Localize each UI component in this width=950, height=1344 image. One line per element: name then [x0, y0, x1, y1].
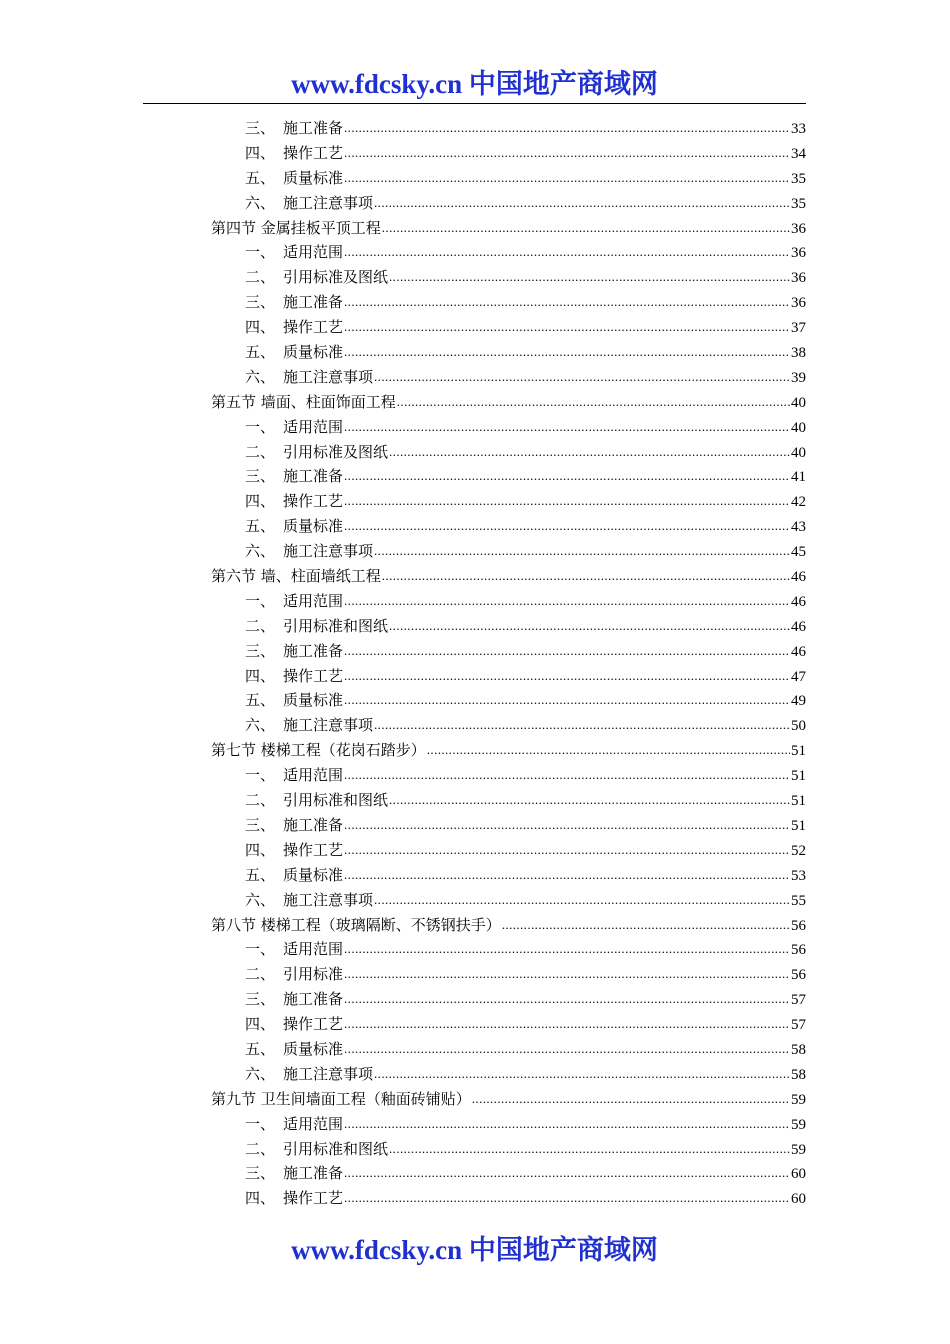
toc-page-number: 34	[791, 145, 806, 162]
toc-page-number: 35	[791, 170, 806, 187]
toc-entry-number: 六、	[245, 193, 276, 212]
toc-page-number: 43	[791, 519, 806, 536]
toc-entry-title: 操作工艺	[283, 1015, 344, 1034]
toc-entry-title: 适用范围	[283, 766, 344, 785]
toc-section-entry[interactable]	[211, 913, 806, 938]
toc-entry-title: 施工准备	[283, 990, 344, 1009]
toc-entry-title: 施工注意事项	[283, 367, 374, 386]
toc-page-number: 57	[791, 1017, 806, 1034]
toc-page-number: 51	[791, 768, 806, 785]
toc-page-number: 59	[791, 1116, 806, 1133]
toc-entry-number: 二、	[245, 791, 276, 810]
toc-entry-number: 一、	[245, 940, 276, 959]
toc-entry-title: 施工准备	[283, 293, 344, 312]
toc-entry-title: 质量标准	[283, 517, 344, 536]
toc-entry-number: 五、	[245, 517, 276, 536]
toc-page-number: 36	[791, 220, 806, 237]
toc-entry-title: 施工注意事项	[283, 1064, 374, 1083]
toc-entry-title: 操作工艺	[283, 840, 344, 859]
toc-entry-title: 引用标准和图纸	[283, 791, 389, 810]
toc-entry-number: 四、	[245, 318, 276, 337]
toc-entry-title: 适用范围	[283, 243, 344, 262]
toc-entry-title: 施工注意事项	[283, 542, 374, 561]
toc-subsection-entry[interactable]	[211, 166, 806, 191]
toc-page-number: 39	[791, 369, 806, 386]
toc-entry-title: 施工注意事项	[283, 193, 374, 212]
toc-page-number: 57	[791, 992, 806, 1009]
toc-subsection-entry[interactable]	[211, 639, 806, 664]
toc-subsection-entry[interactable]	[211, 440, 806, 465]
toc-subsection-entry[interactable]	[211, 1112, 806, 1137]
toc-subsection-entry[interactable]	[211, 1037, 806, 1062]
toc-entry-number: 六、	[245, 716, 276, 735]
toc-page-number: 41	[791, 469, 806, 486]
toc-entry-title: 第八节 楼梯工程（玻璃隔断、不锈钢扶手）	[211, 915, 501, 934]
toc-dot-leader	[344, 638, 790, 664]
toc-subsection-entry[interactable]	[211, 863, 806, 888]
toc-subsection-entry[interactable]	[211, 340, 806, 365]
toc-entry-number: 六、	[245, 1064, 276, 1083]
toc-section-entry[interactable]	[211, 1087, 806, 1112]
toc-dot-leader	[344, 986, 790, 1012]
toc-page-number: 46	[791, 643, 806, 660]
toc-entry-number: 四、	[245, 1189, 276, 1208]
toc-page-number: 52	[791, 842, 806, 859]
toc-entry-number: 三、	[245, 1164, 276, 1183]
toc-page-number: 40	[791, 419, 806, 436]
toc-dot-leader	[344, 314, 790, 340]
toc-page-number: 40	[791, 444, 806, 461]
toc-subsection-entry[interactable]	[211, 365, 806, 390]
toc-section-entry[interactable]	[211, 564, 806, 589]
toc-page-number: 50	[791, 718, 806, 735]
toc-page-number: 59	[791, 1091, 806, 1108]
table-of-contents	[211, 116, 806, 1211]
toc-dot-leader	[344, 1185, 790, 1211]
toc-subsection-entry[interactable]	[211, 713, 806, 738]
toc-dot-leader	[344, 414, 790, 440]
toc-dot-leader	[374, 887, 790, 913]
toc-page-number: 56	[791, 942, 806, 959]
toc-entry-number: 一、	[245, 417, 276, 436]
toc-entry-number: 五、	[245, 1039, 276, 1058]
toc-page-number: 53	[791, 867, 806, 884]
toc-dot-leader	[374, 364, 790, 390]
toc-dot-leader	[389, 439, 790, 465]
toc-page-number: 58	[791, 1041, 806, 1058]
toc-subsection-entry[interactable]	[211, 813, 806, 838]
toc-subsection-entry[interactable]	[211, 614, 806, 639]
toc-dot-leader	[382, 215, 790, 241]
toc-page-number: 58	[791, 1066, 806, 1083]
toc-subsection-entry[interactable]	[211, 116, 806, 141]
toc-entry-number: 三、	[245, 815, 276, 834]
toc-subsection-entry[interactable]	[211, 489, 806, 514]
toc-entry-title: 适用范围	[283, 591, 344, 610]
toc-subsection-entry[interactable]	[211, 763, 806, 788]
toc-entry-number: 五、	[245, 343, 276, 362]
toc-entry-number: 二、	[245, 1139, 276, 1158]
toc-dot-leader	[389, 264, 790, 290]
toc-entry-title: 施工准备	[283, 1164, 344, 1183]
toc-entry-number: 三、	[245, 293, 276, 312]
toc-dot-leader	[374, 1061, 790, 1087]
toc-entry-number: 五、	[245, 691, 276, 710]
toc-entry-number: 一、	[245, 766, 276, 785]
toc-entry-title: 引用标准和图纸	[283, 1139, 389, 1158]
toc-entry-title: 引用标准和图纸	[283, 616, 389, 635]
toc-dot-leader	[344, 936, 790, 962]
toc-subsection-entry[interactable]	[211, 240, 806, 265]
toc-page-number: 46	[791, 569, 806, 586]
toc-section-entry[interactable]	[211, 390, 806, 415]
toc-page-number: 33	[791, 121, 806, 137]
toc-subsection-entry[interactable]	[211, 290, 806, 315]
toc-entry-title: 质量标准	[283, 168, 344, 187]
toc-entry-title: 操作工艺	[283, 143, 344, 162]
toc-entry-title: 施工注意事项	[283, 716, 374, 735]
toc-dot-leader	[344, 463, 790, 489]
toc-subsection-entry[interactable]	[211, 265, 806, 290]
toc-subsection-entry[interactable]	[211, 962, 806, 987]
toc-entry-title: 第六节 墙、柱面墙纸工程	[211, 567, 381, 586]
toc-dot-leader	[389, 613, 790, 639]
toc-entry-title: 施工准备	[283, 815, 344, 834]
toc-subsection-entry[interactable]	[211, 315, 806, 340]
toc-dot-leader	[344, 1036, 790, 1062]
toc-page-number: 37	[791, 320, 806, 337]
toc-entry-number: 三、	[245, 990, 276, 1009]
toc-dot-leader	[344, 961, 790, 987]
toc-dot-leader	[472, 1086, 790, 1112]
toc-subsection-entry[interactable]	[211, 464, 806, 489]
toc-dot-leader	[344, 1160, 790, 1186]
toc-entry-number: 三、	[245, 119, 276, 137]
toc-page-number: 35	[791, 195, 806, 212]
toc-page-number: 46	[791, 593, 806, 610]
toc-page-number: 56	[791, 967, 806, 984]
toc-dot-leader	[344, 289, 790, 315]
toc-dot-leader	[344, 239, 790, 265]
toc-dot-leader	[344, 812, 790, 838]
toc-subsection-entry[interactable]	[211, 664, 806, 689]
toc-entry-title: 质量标准	[283, 343, 344, 362]
toc-dot-leader	[344, 140, 790, 166]
toc-page-number: 55	[791, 892, 806, 909]
toc-dot-leader	[344, 513, 790, 539]
toc-dot-leader	[344, 588, 790, 614]
toc-entry-number: 四、	[245, 666, 276, 685]
toc-entry-number: 四、	[245, 1015, 276, 1034]
toc-page-number: 60	[791, 1191, 806, 1208]
toc-entry-number: 六、	[245, 542, 276, 561]
toc-section-entry[interactable]	[211, 738, 806, 763]
toc-entry-title: 操作工艺	[283, 492, 344, 511]
toc-subsection-entry[interactable]	[211, 838, 806, 863]
toc-page-number: 36	[791, 295, 806, 312]
toc-dot-leader	[344, 1111, 790, 1137]
toc-entry-number: 一、	[245, 1114, 276, 1133]
toc-dot-leader	[344, 1011, 790, 1037]
toc-subsection-entry[interactable]	[211, 141, 806, 166]
toc-subsection-entry[interactable]	[211, 415, 806, 440]
toc-dot-leader	[397, 389, 790, 415]
toc-page-number: 51	[791, 793, 806, 810]
toc-entry-title: 引用标准及图纸	[283, 268, 389, 287]
toc-dot-leader	[389, 787, 790, 813]
page-header-brand: www.fdcsky.cn 中国地产商域网	[291, 69, 658, 99]
toc-page-number: 42	[791, 494, 806, 511]
toc-dot-leader	[374, 538, 790, 564]
toc-entry-number: 二、	[245, 442, 276, 461]
toc-entry-title: 引用标准及图纸	[283, 442, 389, 461]
toc-entry-title: 操作工艺	[283, 666, 344, 685]
toc-subsection-entry[interactable]	[211, 987, 806, 1012]
toc-page-number: 51	[791, 743, 806, 760]
toc-entry-number: 三、	[245, 641, 276, 660]
toc-dot-leader	[344, 488, 790, 514]
toc-entry-number: 四、	[245, 143, 276, 162]
toc-page-number: 46	[791, 618, 806, 635]
toc-entry-number: 一、	[245, 591, 276, 610]
toc-entry-title: 适用范围	[283, 417, 344, 436]
toc-page-number: 47	[791, 668, 806, 685]
toc-dot-leader	[382, 563, 790, 589]
toc-subsection-entry[interactable]	[211, 937, 806, 962]
toc-entry-title: 引用标准	[283, 965, 344, 984]
toc-entry-number: 六、	[245, 890, 276, 909]
toc-entry-title: 质量标准	[283, 691, 344, 710]
toc-entry-number: 二、	[245, 616, 276, 635]
toc-entry-title: 适用范围	[283, 1114, 344, 1133]
toc-subsection-entry[interactable]	[211, 1062, 806, 1087]
toc-page-number: 59	[791, 1141, 806, 1158]
toc-dot-leader	[502, 912, 790, 938]
toc-entry-title: 第五节 墙面、柱面饰面工程	[211, 392, 396, 411]
toc-page-number: 49	[791, 693, 806, 710]
toc-page-number: 45	[791, 544, 806, 561]
toc-subsection-entry[interactable]	[211, 589, 806, 614]
toc-page-number: 56	[791, 917, 806, 934]
toc-page-number: 51	[791, 817, 806, 834]
toc-subsection-entry[interactable]	[211, 514, 806, 539]
toc-subsection-entry[interactable]	[211, 539, 806, 564]
toc-entry-title: 施工注意事项	[283, 890, 374, 909]
toc-entry-number: 二、	[245, 268, 276, 287]
toc-page-number: 40	[791, 394, 806, 411]
toc-dot-leader	[427, 737, 790, 763]
toc-entry-number: 四、	[245, 492, 276, 511]
header-divider	[143, 103, 806, 104]
toc-entry-number: 四、	[245, 840, 276, 859]
toc-entry-number: 六、	[245, 367, 276, 386]
toc-dot-leader	[374, 190, 790, 216]
toc-section-entry[interactable]	[211, 216, 806, 241]
toc-entry-title: 适用范围	[283, 940, 344, 959]
toc-entry-title: 施工准备	[283, 641, 344, 660]
toc-entry-title: 质量标准	[283, 865, 344, 884]
toc-dot-leader	[344, 687, 790, 713]
page-footer-brand: www.fdcsky.cn 中国地产商域网	[291, 1235, 658, 1265]
toc-dot-leader	[344, 663, 790, 689]
toc-subsection-entry[interactable]	[211, 788, 806, 813]
toc-entry-number: 二、	[245, 965, 276, 984]
toc-entry-title: 质量标准	[283, 1039, 344, 1058]
toc-page-number: 36	[791, 270, 806, 287]
toc-subsection-entry[interactable]	[211, 888, 806, 913]
toc-dot-leader	[389, 1136, 790, 1162]
toc-entry-title: 第九节 卫生间墙面工程（釉面砖铺贴）	[211, 1089, 471, 1108]
toc-subsection-entry[interactable]	[211, 688, 806, 713]
toc-dot-leader	[344, 862, 790, 888]
toc-subsection-entry[interactable]	[211, 191, 806, 216]
toc-page-number: 36	[791, 245, 806, 262]
toc-dot-leader	[344, 115, 790, 141]
toc-page-number: 60	[791, 1166, 806, 1183]
toc-entry-title: 施工准备	[283, 467, 344, 486]
toc-entry-title: 施工准备	[283, 119, 344, 137]
toc-entry-title: 操作工艺	[283, 318, 344, 337]
toc-dot-leader	[344, 165, 790, 191]
toc-entry-number: 五、	[245, 168, 276, 187]
toc-entry-number: 三、	[245, 467, 276, 486]
toc-dot-leader	[344, 762, 790, 788]
toc-page-number: 38	[791, 345, 806, 362]
toc-subsection-entry[interactable]	[211, 1012, 806, 1037]
toc-dot-leader	[344, 837, 790, 863]
toc-entry-title: 第七节 楼梯工程（花岗石踏步）	[211, 741, 426, 760]
toc-entry-title: 第四节 金属挂板平顶工程	[211, 218, 381, 237]
toc-entry-title: 操作工艺	[283, 1189, 344, 1208]
toc-entry-number: 一、	[245, 243, 276, 262]
toc-subsection-entry[interactable]	[211, 1137, 806, 1162]
toc-subsection-entry[interactable]	[211, 1161, 806, 1186]
toc-dot-leader	[344, 339, 790, 365]
toc-subsection-entry[interactable]	[211, 1186, 806, 1211]
toc-entry-number: 五、	[245, 865, 276, 884]
toc-dot-leader	[374, 712, 790, 738]
